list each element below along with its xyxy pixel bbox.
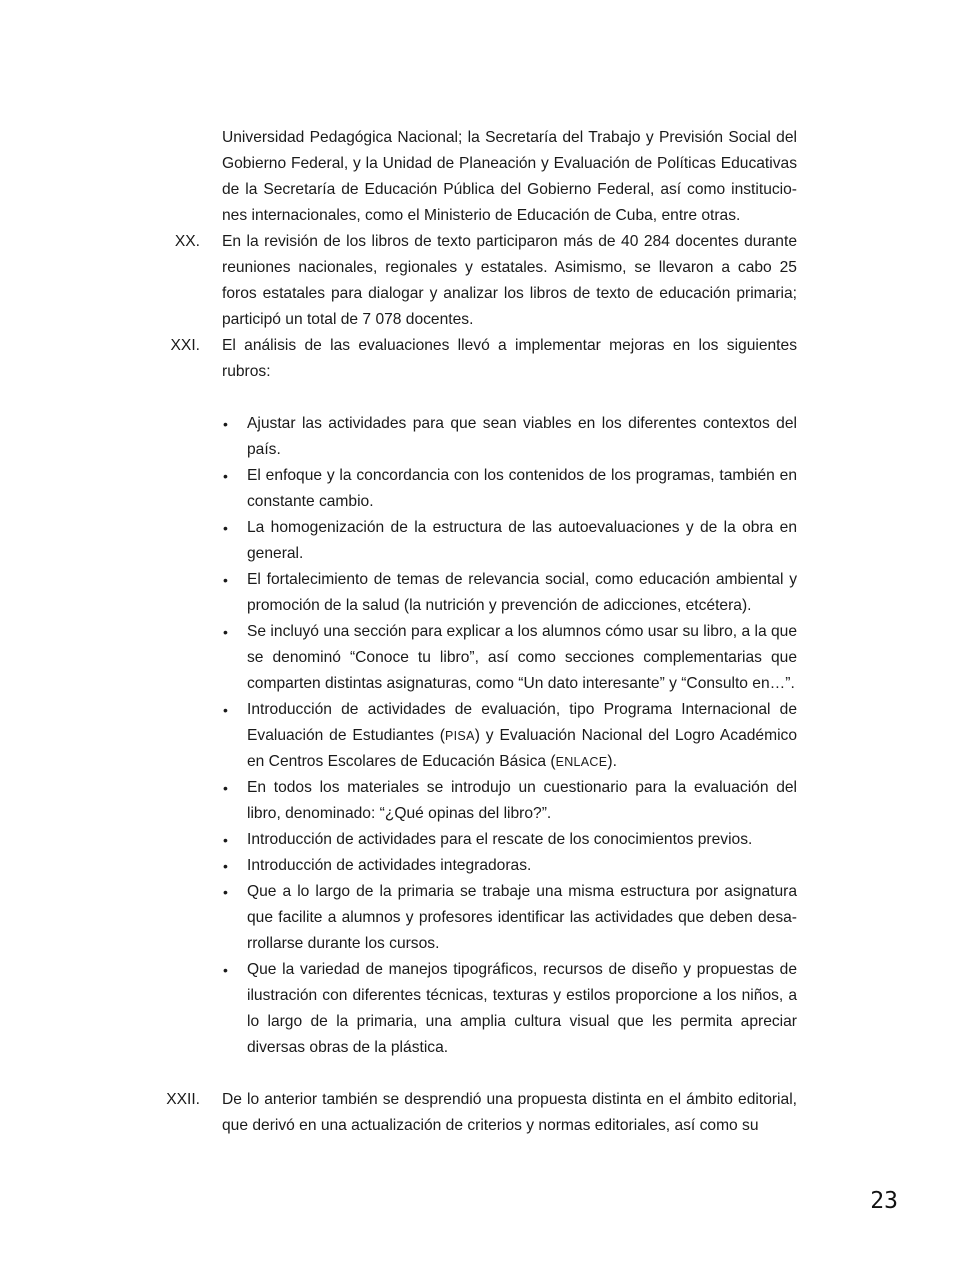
list-item: • Introducción de actividades integradoras. — [222, 853, 797, 879]
acronym-enlace: ENLACE — [555, 755, 608, 769]
improvements-list — [222, 411, 797, 1061]
list-item: • Que a lo largo de la primaria se trabaje una misma estructura por asignatura que facilite a alumnos y profesores identificar las actividades que deben desarrollarse durante los cursos. — [222, 879, 797, 957]
item-numeral: XXII. — [166, 1091, 200, 1108]
bullet-icon: • — [223, 572, 228, 588]
item-numeral: XXI. — [170, 337, 200, 354]
item-text: De lo anterior también se desprendió una propuesta distinta en el ámbito editorial, que derivó en una actualización de criterios y normas editoriales, así como su — [222, 1091, 797, 1134]
list-item: • El fortalecimiento de temas de relevancia social, como educación ambiental y promoción de la salud (la nutrición y prevención de adicciones, etcétera). — [222, 567, 797, 619]
list-item: • Que la variedad de manejos tipográficos, recursos de diseño y propuestas de ilustración con diferentes técnicas, texturas y estilos proporcione a los niños, a lo largo de la primaria, una amplia cultura visual que les permita apreciar diversas obras de la plástica. — [222, 957, 797, 1061]
page-number: 23 — [870, 1188, 898, 1214]
numbered-item-xxii — [166, 1087, 797, 1139]
list-item: • Ajustar las actividades para que sean viables en los diferentes contextos del país. — [222, 411, 797, 463]
list-item: • Introducción de actividades para el rescate de los conocimientos previos. — [222, 827, 797, 853]
spacer — [222, 1061, 797, 1087]
numbered-item-xx — [174, 229, 797, 333]
bullet-icon: • — [223, 416, 228, 432]
numbered-item-xxi — [170, 333, 797, 385]
bullet-icon: • — [223, 858, 228, 874]
item-text: El análisis de las evaluaciones llevó a implementar mejoras en los siguientes rubros: — [222, 337, 797, 380]
bullet-icon: • — [223, 702, 228, 718]
item-numeral: XX. — [174, 233, 200, 250]
bullet-icon: • — [223, 884, 228, 900]
continuation-paragraph: Universidad Pedagógica Nacional; la Secretaría del Trabajo y Previsión Social del Gobierno Federal, y la Unidad de Planeación y Evaluación de Políticas Educativas de la Secretaría de Educación Pública del Gobierno Federal, así como instituciones internacionales, como el Ministerio de Educación de Cuba, entre otras. — [222, 129, 797, 224]
bullet-icon: • — [223, 962, 228, 978]
bullet-icon: • — [223, 832, 228, 848]
bullet-icon: • — [223, 624, 228, 640]
bullet-icon: • — [223, 780, 228, 796]
list-item: • La homogenización de la estructura de las autoevaluaciones y de la obra en general. — [222, 515, 797, 567]
bullet-icon: • — [223, 520, 228, 536]
body-text — [166, 125, 798, 1139]
item-text: En la revisión de los libros de texto participaron más de 40 284 docentes durante reuniones nacionales, regionales y estatales. Asimismo, se llevaron a cabo 25 foros estatales para dialogar y analizar los libros de texto de educación primaria; participó un total de 7 078 docentes. — [222, 233, 797, 328]
list-item: • Introducción de actividades de evaluación, tipo Programa Internacional de Evaluación de Estudiantes (PISA) y Evaluación Nacional del Logro Académico en Centros Escolares de Educación Básica (ENLACE). — [222, 697, 797, 775]
list-item: • Se incluyó una sección para explicar a los alumnos cómo usar su libro, a la que se denominó “Conoce tu libro”, así como secciones complementarias que comparten distintas asignaturas, como “Un dato interesante” y “Consulto en…”. — [222, 619, 797, 697]
spacer — [222, 385, 797, 411]
acronym-pisa: PISA — [445, 729, 475, 743]
list-item: • El enfoque y la concordancia con los contenidos de los programas, también en constante cambio. — [222, 463, 797, 515]
bullet-icon: • — [223, 468, 228, 484]
list-item: • En todos los materiales se introdujo un cuestionario para la evaluación del libro, denominado: “¿Qué opinas del libro?”. — [222, 775, 797, 827]
